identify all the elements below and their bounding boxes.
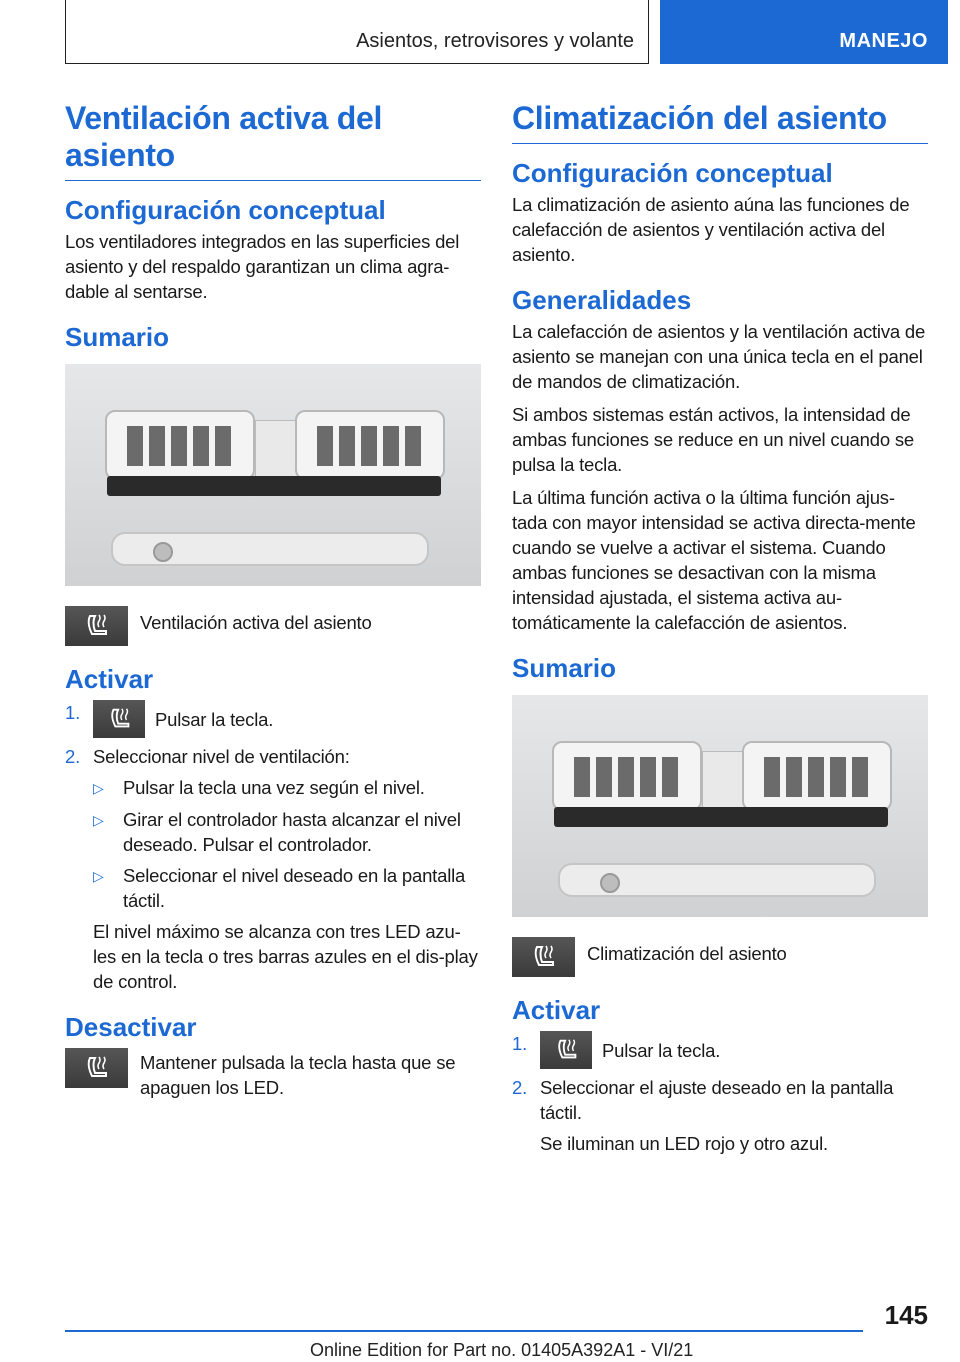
seat-climate-icon	[512, 937, 575, 977]
footer-edition: Online Edition for Part no. 01405A392A1 - VI/21	[310, 1340, 694, 1360]
deactivate-heading-left: Desactivar	[65, 1012, 197, 1042]
list-item	[65, 744, 481, 994]
sub-step-text: Seleccionar el nivel deseado en la pantalla táctil.	[123, 865, 466, 911]
led-note: Se iluminan un LED rojo y otro azul.	[540, 1133, 828, 1154]
activate-steps-left	[65, 700, 481, 994]
concept-text-left: Los ventiladores integrados en las superficies del asiento y del respaldo garantizan un clima agra-dable al sentarse.	[65, 231, 460, 302]
seat-ventilation-icon	[65, 1048, 128, 1088]
air-vent-right	[742, 741, 892, 811]
step-number: 2.	[512, 1077, 528, 1098]
general-paragraph: La calefacción de asientos y la ventilación activa de asiento se manejan con una única tecla en el panel de mandos de climatización.	[512, 321, 926, 392]
control-knob	[153, 542, 173, 562]
sub-step-text: Girar el controlador hasta alcanzar el nivel deseado. Pulsar el controlador.	[123, 809, 461, 855]
step-text: Seleccionar el ajuste deseado en la pantalla táctil.	[540, 1077, 894, 1123]
activate-heading-right: Activar	[512, 995, 601, 1025]
photo-caption-right: Climatización del asiento	[587, 943, 787, 964]
concept-heading-left: Configuración conceptual	[65, 195, 386, 225]
climate-button-strip	[107, 476, 441, 496]
climate-panel-photo-right	[512, 695, 928, 917]
activate-steps-right	[512, 1031, 928, 1156]
climate-panel-photo-left	[65, 364, 481, 586]
list-item	[93, 807, 481, 857]
air-vent-left	[552, 741, 702, 811]
seat-climate-icon	[540, 1031, 592, 1069]
page-title-right: Climatización del asiento	[512, 100, 928, 144]
triangle-right-icon: ▷	[93, 780, 104, 796]
air-vent-right	[295, 410, 445, 480]
header-section-box	[65, 0, 649, 64]
step-text: Pulsar la tecla.	[155, 708, 274, 730]
list-item	[512, 1075, 928, 1156]
footer-divider	[65, 1330, 863, 1332]
list-item	[93, 775, 481, 801]
page-number: 145	[884, 1300, 928, 1330]
left-column	[65, 100, 481, 1100]
triangle-right-icon: ▷	[93, 812, 104, 828]
page-title-left: Ventilación activa del asiento	[65, 100, 481, 181]
general-paragraph: La última función activa o la última función ajus-tada con mayor intensidad se activa directa-mente cuando se vuelve a activar el sistema. Cuando ambas funciones se desactivan con la misma intensidad ajustada, el sistema activa au-tomáticamente la calefacción de asientos.	[512, 487, 916, 633]
max-level-note: El nivel máximo se alcanza con tres LED azu-les en la tecla o tres barras azules en el dis-play de control.	[93, 921, 478, 992]
sub-step-text: Pulsar la tecla una vez según el nivel.	[123, 777, 425, 798]
step-text: Seleccionar nivel de ventilación:	[93, 746, 350, 767]
list-item	[65, 700, 481, 738]
summary-heading-right: Sumario	[512, 653, 617, 683]
seat-ventilation-icon	[65, 606, 128, 646]
triangle-right-icon: ▷	[93, 868, 104, 884]
list-item	[512, 1031, 928, 1069]
step-text: Pulsar la tecla.	[602, 1039, 721, 1061]
air-vent-left	[105, 410, 255, 480]
concept-heading-right: Configuración conceptual	[512, 158, 833, 188]
photo-caption-left: Ventilación activa del asiento	[140, 612, 372, 633]
concept-text-right: La climatización de asiento aúna las funciones de calefacción de asientos y ventilación activa del asiento.	[512, 194, 910, 265]
sub-steps-list	[93, 775, 481, 913]
general-heading: Generalidades	[512, 285, 692, 315]
step-number: 1.	[512, 1033, 528, 1054]
step-number: 2.	[65, 746, 81, 767]
list-item	[93, 863, 481, 913]
right-column	[512, 100, 928, 1156]
header-section-title: Asientos, retrovisores y volante	[356, 30, 634, 52]
general-paragraph: Si ambos sistemas están activos, la intensidad de ambas funciones se reduce en un nivel cuando se pulsa la tecla.	[512, 404, 914, 475]
header-chapter-tab	[660, 0, 948, 64]
seat-ventilation-icon	[93, 700, 145, 738]
control-knob	[600, 873, 620, 893]
activate-heading-left: Activar	[65, 664, 154, 694]
deactivate-text: Mantener pulsada la tecla hasta que se apaguen los LED.	[140, 1052, 456, 1098]
climate-button-strip	[554, 807, 888, 827]
step-number: 1.	[65, 702, 81, 723]
header-chapter-label: MANEJO	[839, 30, 928, 52]
summary-heading-left: Sumario	[65, 322, 170, 352]
